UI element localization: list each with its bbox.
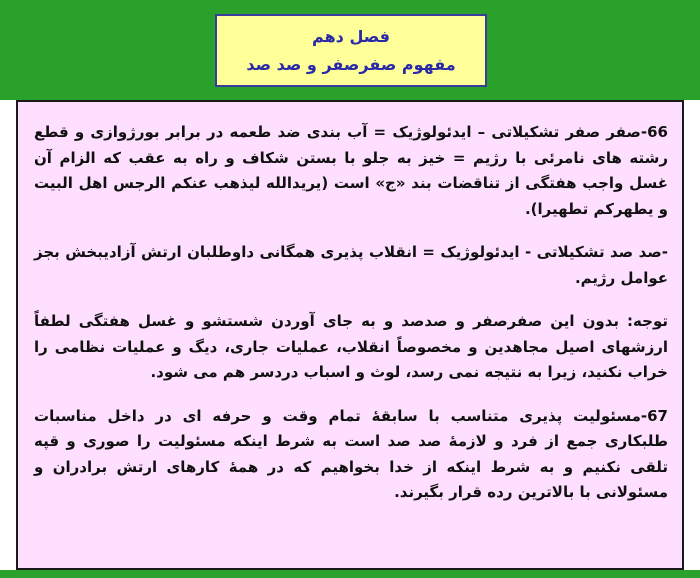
footer-band [0, 570, 700, 578]
paragraph-sad-sad: -صد صد تشکیلاتی - ایدئولوژیک = انقلاب پذیری همگانی داوطلبان ارتش آزادیبخش بجز عوامل رژیم. [34, 243, 668, 287]
paragraph-67: 67-مسئولیت پذیری متناسب با سابقۀ تمام وقت و حرفه ای در داخل مناسبات طلبکاری جمع از فرد و لازمۀ صد صد است به شرط اینکه مسئولیت را صوری و قپه تلقی نکنیم و به شرط اینکه از خدا بخواهیم که در همۀ کارهای ارتش برادران و مسئولانی با بالاترین رده قرار بگیرند. [34, 406, 668, 501]
paragraph-note: توجه: بدون این صفرصفر و صدصد و به جای آوردن شستشو و غسل هفتگی لطفاً ارزشهای اصیل مجاهدین و مخصوصاً انقلاب، عملیات جاری، دیگ و عملیات نظامی را خراب نکنید، زیرا به نتیجه نمی رسد، لوث و اسباب دردسر هم می شود. [34, 312, 668, 381]
content-box [16, 100, 684, 570]
chapter-label: فصل دهم [312, 27, 390, 46]
chapter-title: مفهوم صفرصفر و صد صد [246, 55, 456, 74]
title-box [215, 14, 487, 87]
paragraph-66: 66-صفر صفر تشکیلاتی – ایدئولوژیک = آب بندی ضد طعمه در برابر بورژوازی و قطع رشته های نامرئی با رژیم = خیز به جلو با بستن شکاف و راه به عقب که الزام آن غسل واجب هفتگی از تناقضات بند «ج» است (یریدالله لیذهب عنکم الرجس اهل البیت و یطهرکم تطهیرا). [34, 123, 668, 218]
